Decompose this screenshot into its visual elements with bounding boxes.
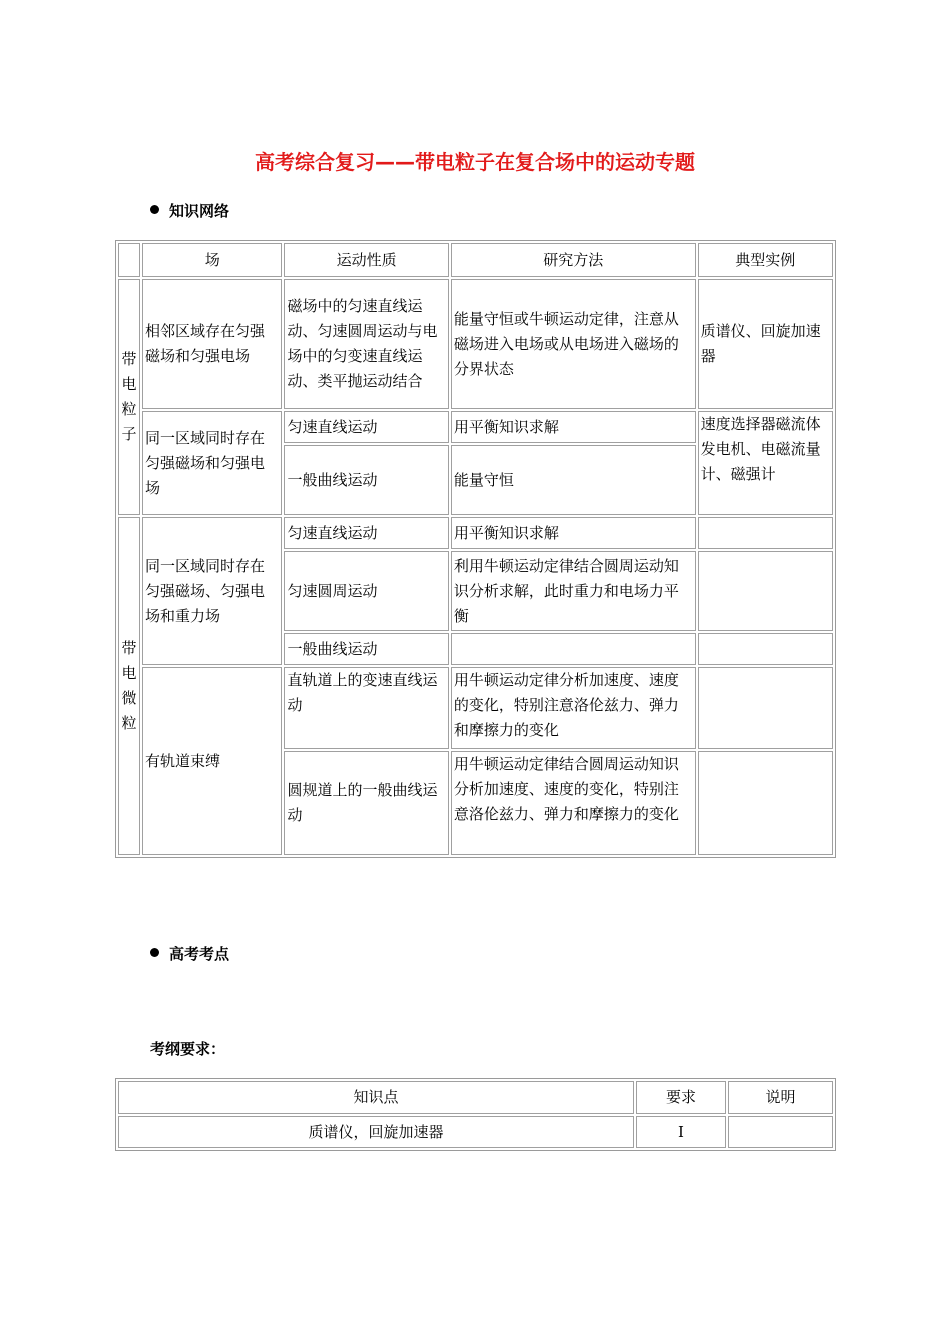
cell-motion: 一般曲线运动: [284, 445, 448, 515]
header-knowledge-point: 知识点: [118, 1081, 634, 1114]
cell-field: 相邻区域存在匀强磁场和匀强电场: [142, 279, 282, 409]
header-note: 说明: [728, 1081, 833, 1114]
section-label: 知识网络: [169, 202, 230, 220]
cell-method: 利用牛顿运动定律结合圆周运动知识分析求解，此时重力和电场力平衡: [451, 551, 696, 631]
bullet-icon: [150, 205, 159, 214]
header-requirement: 要求: [636, 1081, 726, 1114]
section-label: 高考考点: [169, 945, 230, 963]
cell-method: 用牛顿运动定律结合圆周运动知识分析加速度、速度的变化，特别注意洛伦兹力、弹力和摩擦力的变化: [451, 751, 696, 855]
cell-knowledge-point: 质谱仪，回旋加速器: [118, 1116, 634, 1148]
cell-motion: 匀速直线运动: [284, 517, 448, 549]
cell-requirement: I: [636, 1116, 726, 1148]
cell-motion: 匀速圆周运动: [284, 551, 448, 631]
header-method: 研究方法: [451, 243, 696, 277]
cell-field: 同一区域同时存在匀强磁场和匀强电场: [142, 411, 282, 515]
cell-motion: 直轨道上的变速直线运动: [284, 667, 448, 749]
cell-example: 速度选择器磁流体发电机、电磁流量计、磁强计: [698, 411, 833, 515]
cell-motion: 匀速直线运动: [284, 411, 448, 443]
cell-example: [698, 751, 833, 855]
cell-example: 质谱仪、回旋加速器: [698, 279, 833, 409]
header-example: 典型实例: [698, 243, 833, 277]
section-knowledge-network: [150, 200, 229, 221]
header-motion: 运动性质: [284, 243, 448, 277]
group-label-particle: 带 电 粒 子: [118, 279, 140, 515]
cell-note: [728, 1116, 833, 1148]
syllabus-table: [115, 1078, 836, 1151]
corner-cell: [118, 243, 140, 277]
cell-example: [698, 667, 833, 749]
section-syllabus: 考纲要求：: [150, 1040, 226, 1058]
knowledge-table: [115, 240, 836, 858]
cell-motion: 磁场中的匀速直线运动、匀速圆周运动与电场中的匀变速直线运动、类平抛运动结合: [284, 279, 448, 409]
cell-example: [698, 633, 833, 665]
cell-field: 同一区域同时存在匀强磁场、匀强电场和重力场: [142, 517, 282, 665]
cell-method: 用平衡知识求解: [451, 411, 696, 443]
cell-motion: 圆规道上的一般曲线运动: [284, 751, 448, 855]
cell-method: [451, 633, 696, 665]
cell-field: 有轨道束缚: [142, 667, 282, 855]
cell-method: 能量守恒: [451, 445, 696, 515]
section-exam-points: [150, 943, 229, 964]
cell-example: [698, 551, 833, 631]
group-label-microparticle: 带 电 微 粒: [118, 517, 140, 855]
cell-motion: 一般曲线运动: [284, 633, 448, 665]
bullet-icon: [150, 948, 159, 957]
cell-method: 用牛顿运动定律分析加速度、速度的变化，特别注意洛伦兹力、弹力和摩擦力的变化: [451, 667, 696, 749]
cell-method: 用平衡知识求解: [451, 517, 696, 549]
cell-example: [698, 517, 833, 549]
cell-method: 能量守恒或牛顿运动定律，注意从磁场进入电场或从电场进入磁场的分界状态: [451, 279, 696, 409]
page-title: 高考综合复习——带电粒子在复合场中的运动专题: [255, 150, 695, 174]
header-field: 场: [142, 243, 282, 277]
